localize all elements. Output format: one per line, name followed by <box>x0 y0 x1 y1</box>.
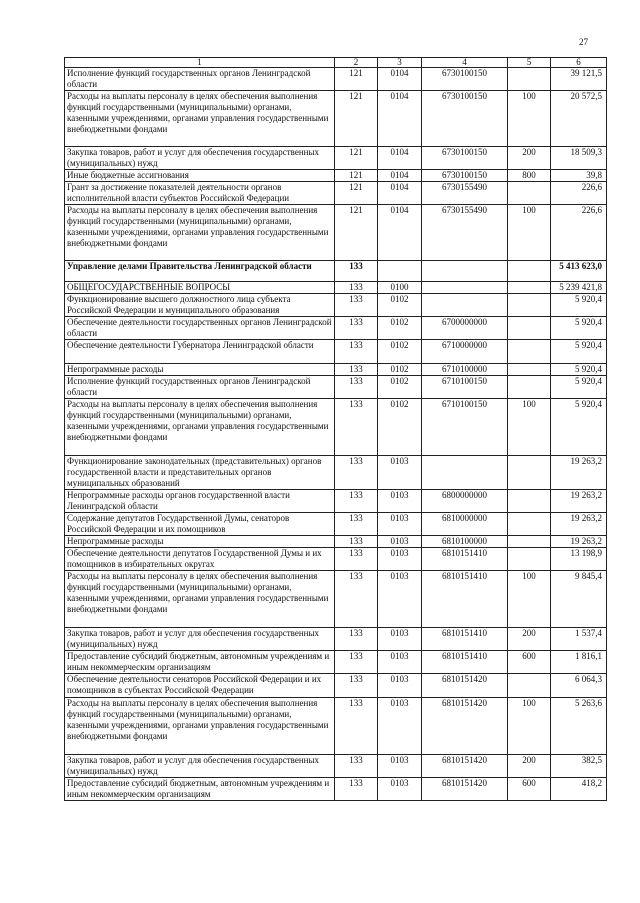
row-amount-cell: 6 064,3 <box>551 674 607 698</box>
row-code-cell: 133 <box>335 536 378 548</box>
row-code-cell: 133 <box>335 282 378 294</box>
row-type-cell: 600 <box>508 778 551 801</box>
row-section-cell <box>378 261 422 282</box>
row-amount-cell: 39 121,5 <box>551 68 607 91</box>
row-amount-cell: 39,8 <box>551 170 607 182</box>
row-section-cell: 0103 <box>378 778 422 801</box>
table-header-row <box>65 58 607 68</box>
row-target-cell: 6810151410 <box>422 548 508 571</box>
row-amount-cell: 19 263,2 <box>551 536 607 548</box>
row-code-cell: 121 <box>335 205 378 261</box>
row-type-cell: 100 <box>508 205 551 261</box>
row-type-cell <box>508 364 551 376</box>
row-amount-cell: 382,5 <box>551 755 607 778</box>
row-name-cell: Обеспечение деятельности Губернатора Ленинградской области <box>65 340 335 364</box>
row-section-cell: 0104 <box>378 170 422 182</box>
row-target-cell: 6710100000 <box>422 364 508 376</box>
row-target-cell: 6710000000 <box>422 340 508 364</box>
row-amount-cell: 226,6 <box>551 205 607 261</box>
row-target-cell: 6730100150 <box>422 170 508 182</box>
row-type-cell: 600 <box>508 651 551 674</box>
row-name-cell: Расходы на выплаты персоналу в целях обеспечения выполнения функций государственными (муниципальными) органами, казенными учреждениями, органами управления государственными внебюджетными фондами <box>65 399 335 456</box>
row-section-cell: 0102 <box>378 399 422 456</box>
row-amount-cell: 19 263,2 <box>551 456 607 490</box>
table-row <box>65 340 607 364</box>
row-type-cell: 200 <box>508 147 551 170</box>
table-row <box>65 674 607 698</box>
row-name-cell: Непрограммные расходы <box>65 364 335 376</box>
row-type-cell: 800 <box>508 170 551 182</box>
table-row <box>65 755 607 778</box>
row-name-cell: Закупка товаров, работ и услуг для обеспечения государственных (муниципальных) нужд <box>65 147 335 170</box>
row-target-cell: 6810151410 <box>422 628 508 651</box>
row-target-cell: 6810151410 <box>422 651 508 674</box>
row-name-cell: Управление делами Правительства Ленинградской области <box>65 261 335 282</box>
row-section-cell: 0104 <box>378 205 422 261</box>
row-type-cell <box>508 317 551 340</box>
row-amount-cell: 13 198,9 <box>551 548 607 571</box>
row-section-cell: 0102 <box>378 376 422 399</box>
table-row <box>65 364 607 376</box>
row-code-cell: 133 <box>335 651 378 674</box>
row-code-cell: 133 <box>335 755 378 778</box>
row-code-cell: 133 <box>335 456 378 490</box>
row-section-cell: 0102 <box>378 364 422 376</box>
table-row <box>65 261 607 282</box>
row-target-cell <box>422 294 508 317</box>
row-code-cell: 121 <box>335 91 378 147</box>
row-name-cell: Исполнение функций государственных органов Ленинградской области <box>65 68 335 91</box>
row-type-cell <box>508 282 551 294</box>
table-row <box>65 205 607 261</box>
row-code-cell: 133 <box>335 698 378 755</box>
row-target-cell: 6710100150 <box>422 399 508 456</box>
table-row <box>65 147 607 170</box>
row-code-cell: 121 <box>335 182 378 205</box>
row-name-cell: Расходы на выплаты персоналу в целях обеспечения выполнения функций государственными (муниципальными) органами, казенными учреждениями, органами управления государственными внебюджетными фондами <box>65 698 335 755</box>
row-target-cell: 6730155490 <box>422 205 508 261</box>
row-code-cell: 133 <box>335 513 378 536</box>
row-amount-cell: 1 816,1 <box>551 651 607 674</box>
row-amount-cell: 226,6 <box>551 182 607 205</box>
row-target-cell <box>422 456 508 490</box>
table-row <box>65 68 607 91</box>
row-type-cell <box>508 182 551 205</box>
row-section-cell: 0103 <box>378 536 422 548</box>
row-type-cell <box>508 294 551 317</box>
budget-table <box>64 57 607 801</box>
row-code-cell: 133 <box>335 628 378 651</box>
row-section-cell: 0104 <box>378 182 422 205</box>
row-code-cell: 133 <box>335 778 378 801</box>
row-name-cell: Закупка товаров, работ и услуг для обеспечения государственных (муниципальных) нужд <box>65 755 335 778</box>
row-section-cell: 0103 <box>378 628 422 651</box>
table-row <box>65 651 607 674</box>
row-amount-cell: 1 537,4 <box>551 628 607 651</box>
row-section-cell: 0103 <box>378 548 422 571</box>
row-target-cell: 6810151410 <box>422 571 508 628</box>
row-name-cell: Функционирование законодательных (представительных) органов государственной власти и представительных органов муниципальных образований <box>65 456 335 490</box>
row-type-cell: 100 <box>508 571 551 628</box>
row-code-cell: 121 <box>335 147 378 170</box>
table-row <box>65 698 607 755</box>
row-type-cell <box>508 261 551 282</box>
row-type-cell: 100 <box>508 399 551 456</box>
row-target-cell: 6730100150 <box>422 91 508 147</box>
row-target-cell: 6730100150 <box>422 68 508 91</box>
table-row <box>65 548 607 571</box>
row-target-cell: 6730100150 <box>422 147 508 170</box>
row-target-cell <box>422 261 508 282</box>
row-code-cell: 133 <box>335 674 378 698</box>
table-row <box>65 456 607 490</box>
row-type-cell <box>508 340 551 364</box>
row-amount-cell: 5 920,4 <box>551 399 607 456</box>
row-type-cell: 100 <box>508 91 551 147</box>
table-row <box>65 399 607 456</box>
row-section-cell: 0104 <box>378 147 422 170</box>
row-amount-cell: 5 239 421,8 <box>551 282 607 294</box>
row-code-cell: 133 <box>335 261 378 282</box>
row-amount-cell: 19 263,2 <box>551 513 607 536</box>
row-amount-cell: 5 263,6 <box>551 698 607 755</box>
row-name-cell: Расходы на выплаты персоналу в целях обеспечения выполнения функций государственными (муниципальными) органами, казенными учреждениями, органами управления государственными внебюджетными фондами <box>65 91 335 147</box>
row-type-cell <box>508 548 551 571</box>
header-cell: 1 <box>65 58 335 68</box>
row-amount-cell: 9 845,4 <box>551 571 607 628</box>
row-code-cell: 133 <box>335 294 378 317</box>
row-code-cell: 133 <box>335 571 378 628</box>
row-code-cell: 133 <box>335 490 378 513</box>
row-type-cell <box>508 674 551 698</box>
row-target-cell: 6800000000 <box>422 490 508 513</box>
row-name-cell: Обеспечение деятельности депутатов Государственной Думы и их помощников в избирательных округах <box>65 548 335 571</box>
row-name-cell: Расходы на выплаты персоналу в целях обеспечения выполнения функций государственными (муниципальными) органами, казенными учреждениями, органами управления государственными внебюджетными фондами <box>65 571 335 628</box>
row-name-cell: Закупка товаров, работ и услуг для обеспечения государственных (муниципальных) нужд <box>65 628 335 651</box>
row-name-cell: Расходы на выплаты персоналу в целях обеспечения выполнения функций государственными (муниципальными) органами, казенными учреждениями, органами управления государственными внебюджетными фондами <box>65 205 335 261</box>
row-section-cell: 0100 <box>378 282 422 294</box>
row-section-cell: 0103 <box>378 490 422 513</box>
row-code-cell: 133 <box>335 376 378 399</box>
row-code-cell: 133 <box>335 364 378 376</box>
row-name-cell: Непрограммные расходы <box>65 536 335 548</box>
page-number: 27 <box>579 37 588 47</box>
row-code-cell: 121 <box>335 170 378 182</box>
row-section-cell: 0102 <box>378 294 422 317</box>
row-name-cell: Предоставление субсидий бюджетным, автономным учреждениям и иным некоммерческим организациям <box>65 651 335 674</box>
header-cell: 3 <box>378 58 422 68</box>
row-section-cell: 0103 <box>378 651 422 674</box>
row-type-cell: 200 <box>508 628 551 651</box>
row-amount-cell: 5 920,4 <box>551 317 607 340</box>
row-name-cell: Исполнение функций государственных органов Ленинградской области <box>65 376 335 399</box>
row-amount-cell: 5 920,4 <box>551 340 607 364</box>
row-name-cell: Содержание депутатов Государственной Думы, сенаторов Российской Федерации и их помощников <box>65 513 335 536</box>
row-amount-cell: 20 572,5 <box>551 91 607 147</box>
row-type-cell: 100 <box>508 698 551 755</box>
header-cell: 5 <box>508 58 551 68</box>
row-section-cell: 0103 <box>378 674 422 698</box>
table-row <box>65 182 607 205</box>
row-code-cell: 133 <box>335 340 378 364</box>
table-row <box>65 317 607 340</box>
row-amount-cell: 5 920,4 <box>551 364 607 376</box>
row-name-cell: Обеспечение деятельности сенаторов Российской Федерации и их помощников в субъектах Российской Федерации <box>65 674 335 698</box>
table-row <box>65 778 607 801</box>
row-name-cell: ОБЩЕГОСУДАРСТВЕННЫЕ ВОПРОСЫ <box>65 282 335 294</box>
row-type-cell <box>508 376 551 399</box>
row-code-cell: 133 <box>335 399 378 456</box>
row-type-cell <box>508 536 551 548</box>
row-name-cell: Обеспечение деятельности государственных органов Ленинградской области <box>65 317 335 340</box>
table-row <box>65 490 607 513</box>
row-amount-cell: 5 920,4 <box>551 294 607 317</box>
row-target-cell: 6710100150 <box>422 376 508 399</box>
row-target-cell: 6810151420 <box>422 674 508 698</box>
row-amount-cell: 19 263,2 <box>551 490 607 513</box>
row-type-cell <box>508 68 551 91</box>
row-target-cell: 6810151420 <box>422 755 508 778</box>
header-cell: 4 <box>422 58 508 68</box>
row-section-cell: 0103 <box>378 755 422 778</box>
row-section-cell: 0103 <box>378 456 422 490</box>
row-code-cell: 121 <box>335 68 378 91</box>
table-row <box>65 571 607 628</box>
row-amount-cell: 418,2 <box>551 778 607 801</box>
row-section-cell: 0103 <box>378 571 422 628</box>
row-section-cell: 0103 <box>378 698 422 755</box>
row-name-cell: Предоставление субсидий бюджетным, автономным учреждениям и иным некоммерческим организациям <box>65 778 335 801</box>
table-row <box>65 628 607 651</box>
row-name-cell: Функционирование высшего должностного лица субъекта Российской Федерации и муниципального образования <box>65 294 335 317</box>
row-target-cell: 6810100000 <box>422 536 508 548</box>
row-section-cell: 0102 <box>378 317 422 340</box>
row-type-cell: 200 <box>508 755 551 778</box>
row-section-cell: 0104 <box>378 91 422 147</box>
table-row <box>65 170 607 182</box>
row-name-cell: Непрограммные расходы органов государственной власти Ленинградской области <box>65 490 335 513</box>
row-type-cell <box>508 490 551 513</box>
table-row <box>65 294 607 317</box>
row-code-cell: 133 <box>335 548 378 571</box>
row-amount-cell: 18 509,3 <box>551 147 607 170</box>
row-target-cell: 6730155490 <box>422 182 508 205</box>
row-type-cell <box>508 456 551 490</box>
row-target-cell <box>422 282 508 294</box>
row-section-cell: 0103 <box>378 513 422 536</box>
header-cell: 6 <box>551 58 607 68</box>
row-amount-cell: 5 413 623,0 <box>551 261 607 282</box>
row-name-cell: Грант за достижение показателей деятельности органов исполнительной власти субъектов Российской Федерации <box>65 182 335 205</box>
row-target-cell: 6810151420 <box>422 778 508 801</box>
table-row <box>65 91 607 147</box>
row-amount-cell: 5 920,4 <box>551 376 607 399</box>
table-row <box>65 376 607 399</box>
row-name-cell: Иные бюджетные ассигнования <box>65 170 335 182</box>
row-target-cell: 6810000000 <box>422 513 508 536</box>
row-section-cell: 0102 <box>378 340 422 364</box>
row-code-cell: 133 <box>335 317 378 340</box>
table-row <box>65 536 607 548</box>
header-cell: 2 <box>335 58 378 68</box>
row-section-cell: 0104 <box>378 68 422 91</box>
row-target-cell: 6700000000 <box>422 317 508 340</box>
table-row <box>65 513 607 536</box>
row-type-cell <box>508 513 551 536</box>
row-target-cell: 6810151420 <box>422 698 508 755</box>
table-row <box>65 282 607 294</box>
